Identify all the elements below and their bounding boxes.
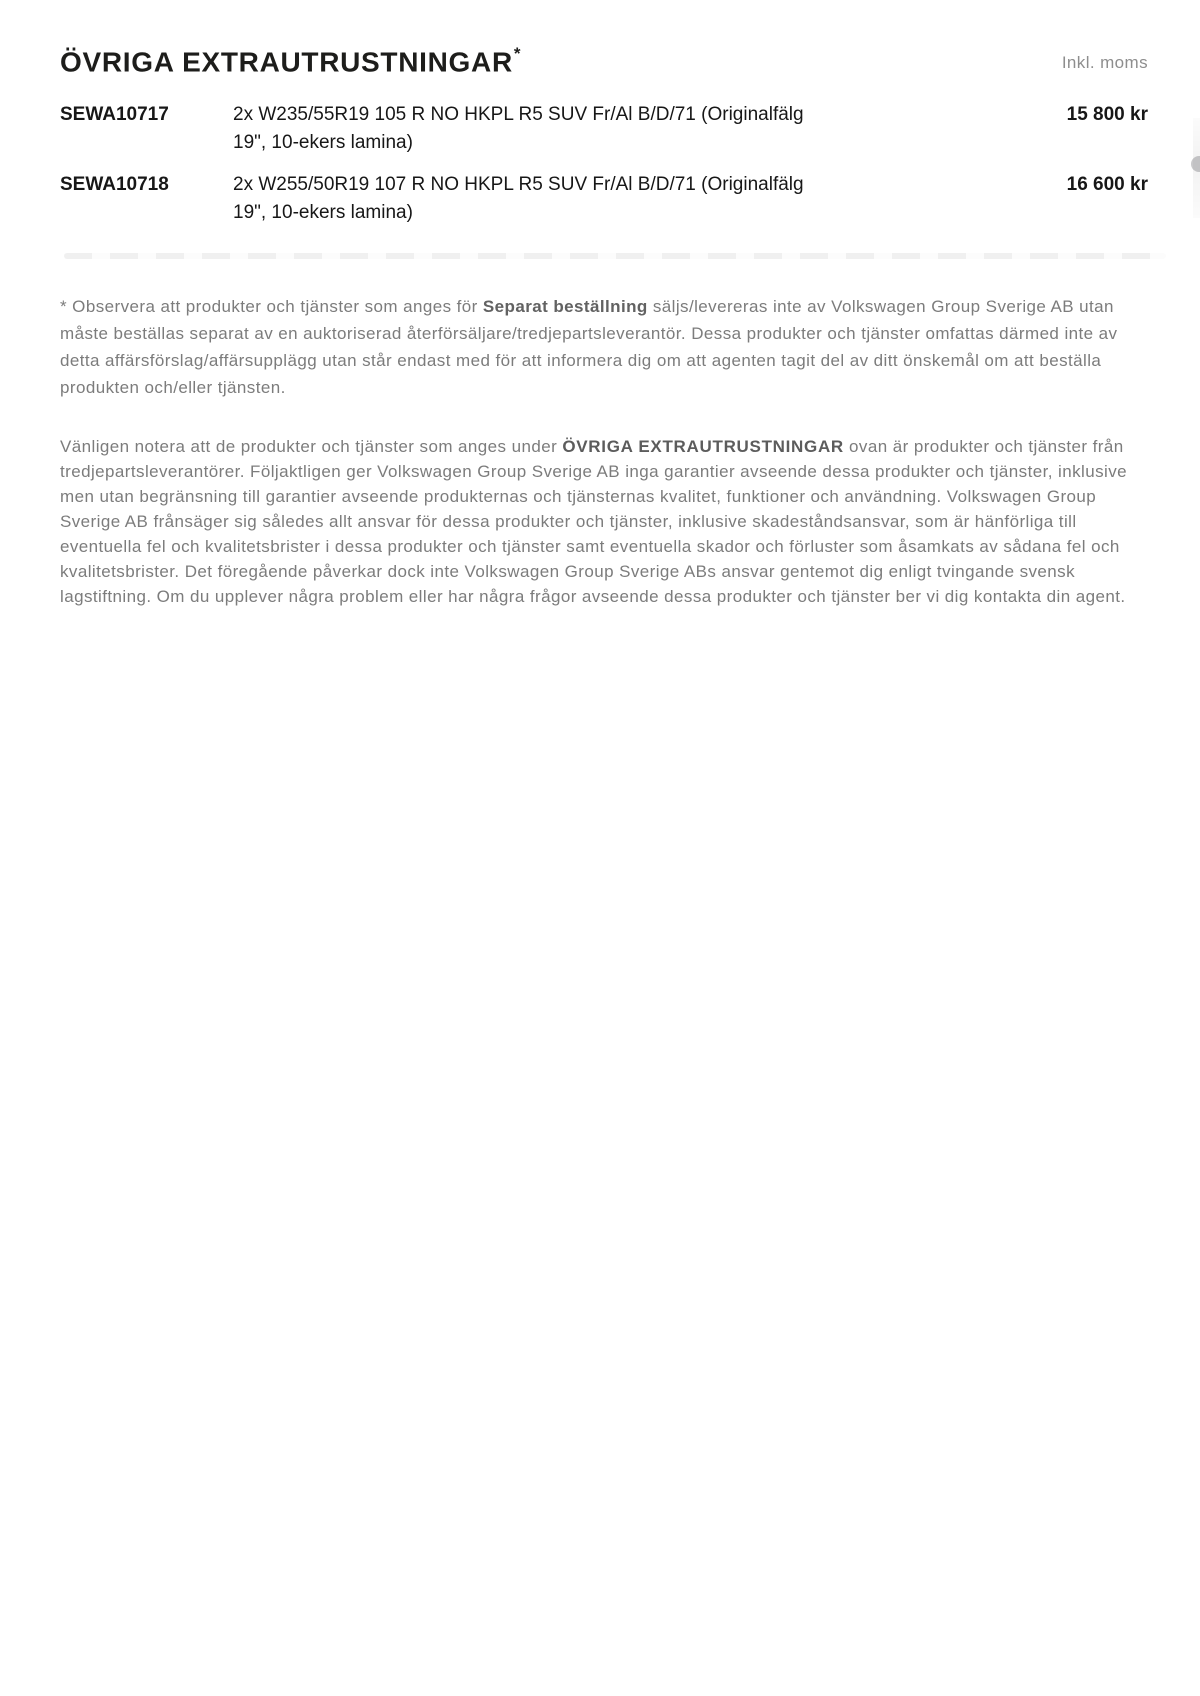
disclaimer-bold-text: ÖVRIGA EXTRAUTRUSTNINGAR — [562, 437, 844, 456]
footnote-paragraph — [60, 293, 1152, 401]
item-price: 15 800 kr — [1066, 104, 1148, 125]
table-row — [60, 171, 1148, 227]
item-description-line: 19", 10-ekers lamina) — [233, 202, 413, 223]
section-header — [60, 46, 1148, 78]
page-title-text: ÖVRIGA EXTRAUTRUSTNINGAR — [60, 46, 513, 78]
footnote-text: säljs/levereras inte av Volkswagen Group Sverige AB utan måste beställas separat av en auktoriserad återförsäljare/tredjepartsleverantör. Dessa produkter och tjänster omfattas därmed inte av detta affärsförslag/affärsupplägg utan står endast med för att informera dig om att agenten tagit del av ditt önskemål om att beställa produkten och/eller tjänsten. — [60, 297, 1118, 397]
disclaimer-text: Vänligen notera att de produkter och tjänster som anges under — [60, 437, 563, 456]
disclaimer-paragraph — [60, 434, 1152, 609]
item-price: 16 600 kr — [1066, 174, 1148, 195]
item-code: SEWA10717 — [60, 104, 169, 125]
scan-artifact-edge-tick — [1191, 156, 1200, 172]
item-description-line: 2x W255/50R19 107 R NO HKPL R5 SUV Fr/Al B/D/71 (Originalfälg — [233, 174, 804, 195]
disclaimer-text: ovan är produkter och tjänster från tredjepartsleverantörer. Följaktligen ger Volkswagen Group Sverige AB inga garantier avseende dessa produkter och tjänster, inklusive men utan begränsning till garantier avseende produkternas och tjänsternas kvalitet, funktioner och användning. Volkswagen Group Sverige AB frånsäger sig således allt ansvar för dessa produkter och tjänster, inklusive skadeståndsansvar, som är hänförliga till eventuella fel och kvalitetsbrister i dessa produkter och tjänster samt eventuella skador och förluster som åsamkats av sådana fel och kvalitetsbrister. Det föregående påverkar dock inte Volkswagen Group Sverige ABs ansvar gentemot dig enligt tvingande svensk lagstiftning. Om du upplever några problem eller har några frågor avseende dessa produkter och tjänster ber vi dig kontakta din agent. — [60, 437, 1127, 606]
scan-artifact-smudge — [64, 253, 1166, 259]
item-description-line: 19", 10-ekers lamina) — [233, 132, 413, 153]
footnote-bold-text: Separat beställning — [482, 297, 648, 316]
table-row — [60, 101, 1148, 157]
item-description-line: 2x W235/55R19 105 R NO HKPL R5 SUV Fr/Al B/D/71 (Originalfälg — [233, 104, 804, 125]
item-description — [233, 171, 1067, 227]
item-description — [233, 101, 1067, 157]
footnote-text: * Observera att produkter och tjänster som anges för — [60, 297, 483, 316]
title-footnote-asterisk: * — [513, 44, 522, 63]
page-title — [60, 46, 520, 78]
item-code: SEWA10718 — [60, 174, 169, 195]
tax-included-label: Inkl. moms — [1061, 53, 1148, 72]
